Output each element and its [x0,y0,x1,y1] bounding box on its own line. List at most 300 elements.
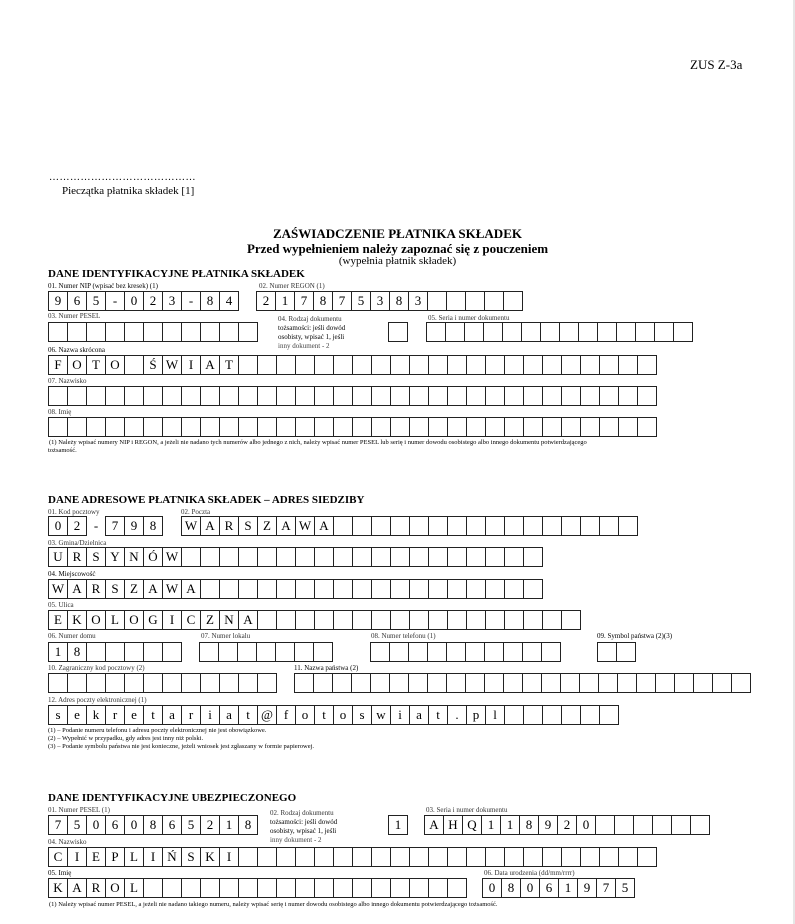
char-cell[interactable] [182,879,201,897]
char-cell[interactable]: 0 [49,517,68,535]
char-cell[interactable] [87,323,106,341]
char-cell[interactable] [258,356,277,374]
char-cell[interactable] [391,418,410,436]
char-cell[interactable] [581,706,600,724]
phone-field[interactable] [370,642,561,662]
char-cell[interactable] [372,580,391,598]
char-cell[interactable] [125,356,144,374]
char-cell[interactable]: . [448,706,467,724]
char-cell[interactable] [371,674,390,692]
char-cell[interactable] [713,674,732,692]
char-cell[interactable]: a [163,706,182,724]
char-cell[interactable] [390,674,409,692]
char-cell[interactable] [448,580,467,598]
char-cell[interactable] [523,643,542,661]
char-cell[interactable] [296,356,315,374]
char-cell[interactable] [600,706,619,724]
char-cell[interactable] [600,387,619,405]
char-cell[interactable]: A [315,517,334,535]
char-cell[interactable]: 7 [49,816,68,834]
char-cell[interactable]: 8 [144,816,163,834]
char-cell[interactable] [220,323,239,341]
char-cell[interactable]: Ó [144,548,163,566]
char-cell[interactable]: L [125,879,144,897]
char-cell[interactable]: 6 [163,816,182,834]
char-cell[interactable] [372,548,391,566]
char-cell[interactable] [562,706,581,724]
char-cell[interactable]: A [201,356,220,374]
char-cell[interactable] [428,674,447,692]
char-cell[interactable] [201,387,220,405]
char-cell[interactable] [276,643,295,661]
char-cell[interactable]: A [201,517,220,535]
char-cell[interactable]: Ń [163,848,182,866]
char-cell[interactable] [484,323,503,341]
char-cell[interactable] [636,323,655,341]
char-cell[interactable]: 7 [333,292,352,310]
char-cell[interactable]: 6 [540,879,559,897]
char-cell[interactable] [257,643,276,661]
char-cell[interactable] [353,387,372,405]
char-cell[interactable] [125,418,144,436]
char-cell[interactable] [619,418,638,436]
char-cell[interactable]: Y [106,548,125,566]
char-cell[interactable] [543,706,562,724]
char-cell[interactable]: W [182,517,201,535]
char-cell[interactable]: L [125,848,144,866]
char-cell[interactable] [486,418,505,436]
char-cell[interactable] [448,879,467,897]
char-cell[interactable]: S [87,548,106,566]
char-cell[interactable]: Z [201,611,220,629]
char-cell[interactable] [106,643,125,661]
char-cell[interactable]: 1 [559,879,578,897]
char-cell[interactable]: @ [258,706,277,724]
char-cell[interactable] [448,356,467,374]
char-cell[interactable]: - [106,292,125,310]
char-cell[interactable] [314,674,333,692]
char-cell[interactable] [68,674,87,692]
char-cell[interactable]: 5 [68,816,87,834]
char-cell[interactable] [239,848,258,866]
char-cell[interactable]: H [444,816,463,834]
char-cell[interactable] [429,548,448,566]
char-cell[interactable]: 0 [521,879,540,897]
char-cell[interactable] [277,611,296,629]
char-cell[interactable]: r [106,706,125,724]
char-cell[interactable]: 1 [501,816,520,834]
char-cell[interactable] [353,356,372,374]
char-cell[interactable] [410,580,429,598]
char-cell[interactable] [619,848,638,866]
char-cell[interactable]: N [220,611,239,629]
char-cell[interactable]: 1 [276,292,295,310]
char-cell[interactable] [201,879,220,897]
char-cell[interactable] [315,548,334,566]
char-cell[interactable] [220,879,239,897]
char-cell[interactable] [522,323,541,341]
char-cell[interactable] [505,356,524,374]
surname-field[interactable] [48,386,657,406]
char-cell[interactable]: A [144,580,163,598]
char-cell[interactable]: Q [463,816,482,834]
char-cell[interactable] [600,848,619,866]
char-cell[interactable] [353,418,372,436]
char-cell[interactable]: A [239,611,258,629]
char-cell[interactable] [296,879,315,897]
char-cell[interactable] [524,580,543,598]
char-cell[interactable] [219,643,238,661]
char-cell[interactable] [106,323,125,341]
char-cell[interactable]: A [68,580,87,598]
char-cell[interactable] [429,418,448,436]
char-cell[interactable] [201,418,220,436]
char-cell[interactable]: 3 [409,292,428,310]
char-cell[interactable] [220,418,239,436]
char-cell[interactable] [277,848,296,866]
char-cell[interactable]: 8 [68,643,87,661]
char-cell[interactable] [672,816,691,834]
pesel-field[interactable] [48,322,258,342]
char-cell[interactable]: t [144,706,163,724]
char-cell[interactable] [562,418,581,436]
char-cell[interactable] [125,323,144,341]
char-cell[interactable] [579,323,598,341]
char-cell[interactable] [429,611,448,629]
char-cell[interactable] [163,387,182,405]
char-cell[interactable] [486,580,505,598]
char-cell[interactable]: S [106,580,125,598]
char-cell[interactable] [637,674,656,692]
char-cell[interactable] [447,643,466,661]
char-cell[interactable]: P [106,848,125,866]
char-cell[interactable] [448,611,467,629]
char-cell[interactable]: I [163,611,182,629]
char-cell[interactable]: 0 [577,816,596,834]
char-cell[interactable] [391,848,410,866]
char-cell[interactable] [485,292,504,310]
char-cell[interactable] [333,674,352,692]
char-cell[interactable]: 8 [314,292,333,310]
char-cell[interactable] [182,418,201,436]
char-cell[interactable]: 1 [482,816,501,834]
email-field[interactable] [48,705,619,725]
char-cell[interactable]: W [163,548,182,566]
post-office-field[interactable] [181,516,638,536]
char-cell[interactable] [391,548,410,566]
char-cell[interactable] [619,387,638,405]
char-cell[interactable]: 2 [144,292,163,310]
char-cell[interactable]: 8 [239,816,258,834]
char-cell[interactable]: A [182,580,201,598]
char-cell[interactable] [524,548,543,566]
char-cell[interactable] [505,387,524,405]
char-cell[interactable] [429,356,448,374]
char-cell[interactable] [485,674,504,692]
char-cell[interactable]: G [144,611,163,629]
foreign-postal-field[interactable] [48,673,277,693]
char-cell[interactable] [163,323,182,341]
char-cell[interactable] [656,674,675,692]
char-cell[interactable] [371,643,390,661]
char-cell[interactable] [277,580,296,598]
birth-date-field[interactable] [482,878,635,898]
char-cell[interactable] [239,418,258,436]
char-cell[interactable] [391,879,410,897]
char-cell[interactable] [315,418,334,436]
char-cell[interactable]: W [163,356,182,374]
char-cell[interactable]: O [125,611,144,629]
char-cell[interactable] [675,674,694,692]
char-cell[interactable]: a [220,706,239,724]
char-cell[interactable]: 5 [87,292,106,310]
insured-doc-type-field[interactable] [388,815,408,835]
char-cell[interactable] [258,848,277,866]
char-cell[interactable] [315,356,334,374]
char-cell[interactable] [391,387,410,405]
char-cell[interactable] [295,674,314,692]
char-cell[interactable] [352,674,371,692]
char-cell[interactable]: 1 [220,816,239,834]
char-cell[interactable] [201,323,220,341]
char-cell[interactable]: N [125,548,144,566]
char-cell[interactable] [617,323,636,341]
char-cell[interactable] [486,611,505,629]
char-cell[interactable] [505,848,524,866]
char-cell[interactable] [467,848,486,866]
char-cell[interactable] [144,674,163,692]
char-cell[interactable]: l [486,706,505,724]
char-cell[interactable] [615,816,634,834]
char-cell[interactable] [144,643,163,661]
char-cell[interactable] [524,706,543,724]
char-cell[interactable] [562,356,581,374]
char-cell[interactable] [87,387,106,405]
char-cell[interactable]: I [220,848,239,866]
char-cell[interactable] [691,816,710,834]
char-cell[interactable] [106,674,125,692]
char-cell[interactable]: e [68,706,87,724]
char-cell[interactable] [581,517,600,535]
char-cell[interactable] [239,323,258,341]
postal-code-field-b[interactable] [105,516,163,536]
char-cell[interactable] [258,674,277,692]
char-cell[interactable]: w [372,706,391,724]
char-cell[interactable]: 7 [597,879,616,897]
char-cell[interactable]: i [391,706,410,724]
char-cell[interactable]: U [49,548,68,566]
char-cell[interactable]: f [277,706,296,724]
char-cell[interactable]: t [239,706,258,724]
char-cell[interactable] [466,674,485,692]
char-cell[interactable] [220,674,239,692]
char-cell[interactable]: a [410,706,429,724]
short-name-field[interactable] [48,355,657,375]
char-cell[interactable]: C [182,611,201,629]
char-cell[interactable] [581,387,600,405]
char-cell[interactable] [541,323,560,341]
char-cell[interactable] [655,323,674,341]
char-cell[interactable] [503,323,522,341]
char-cell[interactable] [466,643,485,661]
char-cell[interactable] [334,356,353,374]
char-cell[interactable]: 1 [49,643,68,661]
char-cell[interactable] [163,418,182,436]
char-cell[interactable] [562,611,581,629]
char-cell[interactable] [182,674,201,692]
char-cell[interactable] [466,292,485,310]
char-cell[interactable]: A [68,879,87,897]
char-cell[interactable]: 6 [68,292,87,310]
char-cell[interactable] [409,643,428,661]
char-cell[interactable] [315,580,334,598]
char-cell[interactable] [220,387,239,405]
char-cell[interactable]: t [315,706,334,724]
char-cell[interactable]: Z [258,517,277,535]
char-cell[interactable] [561,674,580,692]
char-cell[interactable]: 8 [502,879,521,897]
char-cell[interactable] [600,356,619,374]
char-cell[interactable] [410,387,429,405]
char-cell[interactable]: 9 [539,816,558,834]
char-cell[interactable] [542,643,561,661]
char-cell[interactable] [258,611,277,629]
char-cell[interactable]: 0 [87,816,106,834]
city-field[interactable] [48,579,543,599]
char-cell[interactable]: 2 [257,292,276,310]
char-cell[interactable] [600,418,619,436]
char-cell[interactable] [504,674,523,692]
char-cell[interactable] [694,674,713,692]
char-cell[interactable] [391,356,410,374]
char-cell[interactable] [448,418,467,436]
char-cell[interactable] [334,418,353,436]
char-cell[interactable] [239,580,258,598]
char-cell[interactable] [409,674,428,692]
country-symbol-field[interactable] [597,642,636,662]
char-cell[interactable]: C [49,848,68,866]
char-cell[interactable]: 5 [616,879,635,897]
char-cell[interactable] [106,418,125,436]
house-number-field[interactable] [48,642,182,662]
char-cell[interactable]: I [68,848,87,866]
char-cell[interactable]: 0 [483,879,502,897]
doc-number-field[interactable] [426,322,693,342]
char-cell[interactable]: 3 [163,292,182,310]
char-cell[interactable]: 0 [125,816,144,834]
char-cell[interactable] [239,674,258,692]
char-cell[interactable] [524,356,543,374]
char-cell[interactable] [353,548,372,566]
char-cell[interactable] [410,611,429,629]
char-cell[interactable] [239,387,258,405]
char-cell[interactable] [448,517,467,535]
char-cell[interactable] [467,387,486,405]
char-cell[interactable] [429,387,448,405]
char-cell[interactable] [391,611,410,629]
char-cell[interactable]: 5 [352,292,371,310]
char-cell[interactable] [543,356,562,374]
char-cell[interactable]: 8 [144,517,163,535]
char-cell[interactable] [353,879,372,897]
char-cell[interactable] [106,387,125,405]
char-cell[interactable]: p [467,706,486,724]
char-cell[interactable] [429,517,448,535]
char-cell[interactable]: Z [125,580,144,598]
char-cell[interactable] [619,517,638,535]
char-cell[interactable] [674,323,693,341]
char-cell[interactable] [315,879,334,897]
char-cell[interactable] [447,674,466,692]
char-cell[interactable] [372,848,391,866]
char-cell[interactable] [580,674,599,692]
char-cell[interactable] [390,643,409,661]
char-cell[interactable]: 8 [520,816,539,834]
char-cell[interactable] [295,643,314,661]
char-cell[interactable] [334,517,353,535]
char-cell[interactable]: s [353,706,372,724]
char-cell[interactable] [315,611,334,629]
nip-field[interactable] [48,291,239,311]
char-cell[interactable] [68,323,87,341]
first-name-field[interactable] [48,417,657,437]
char-cell[interactable]: W [296,517,315,535]
char-cell[interactable]: I [144,848,163,866]
char-cell[interactable] [315,387,334,405]
char-cell[interactable] [447,292,466,310]
char-cell[interactable] [201,580,220,598]
char-cell[interactable]: 9 [578,879,597,897]
char-cell[interactable] [428,292,447,310]
char-cell[interactable] [353,580,372,598]
char-cell[interactable] [125,674,144,692]
char-cell[interactable] [638,356,657,374]
char-cell[interactable] [543,517,562,535]
char-cell[interactable] [638,848,657,866]
street-field[interactable] [48,610,581,630]
regon-field[interactable] [256,291,523,311]
char-cell[interactable] [258,418,277,436]
char-cell[interactable] [238,643,257,661]
char-cell[interactable] [334,848,353,866]
char-cell[interactable] [220,580,239,598]
char-cell[interactable] [200,643,219,661]
char-cell[interactable] [144,387,163,405]
char-cell[interactable] [600,517,619,535]
char-cell[interactable] [581,356,600,374]
char-cell[interactable] [581,418,600,436]
char-cell[interactable] [163,674,182,692]
char-cell[interactable] [410,848,429,866]
char-cell[interactable]: k [87,706,106,724]
char-cell[interactable]: K [49,879,68,897]
insured-first-name-field[interactable] [48,878,467,898]
char-cell[interactable] [505,580,524,598]
char-cell[interactable] [87,418,106,436]
char-cell[interactable]: e [125,706,144,724]
char-cell[interactable] [296,387,315,405]
char-cell[interactable] [486,548,505,566]
char-cell[interactable]: 8 [201,292,220,310]
char-cell[interactable]: R [87,580,106,598]
char-cell[interactable] [201,674,220,692]
char-cell[interactable] [543,387,562,405]
char-cell[interactable] [372,356,391,374]
char-cell[interactable] [163,879,182,897]
char-cell[interactable]: 1 [389,816,408,834]
country-name-field[interactable] [294,673,751,693]
char-cell[interactable] [598,643,617,661]
